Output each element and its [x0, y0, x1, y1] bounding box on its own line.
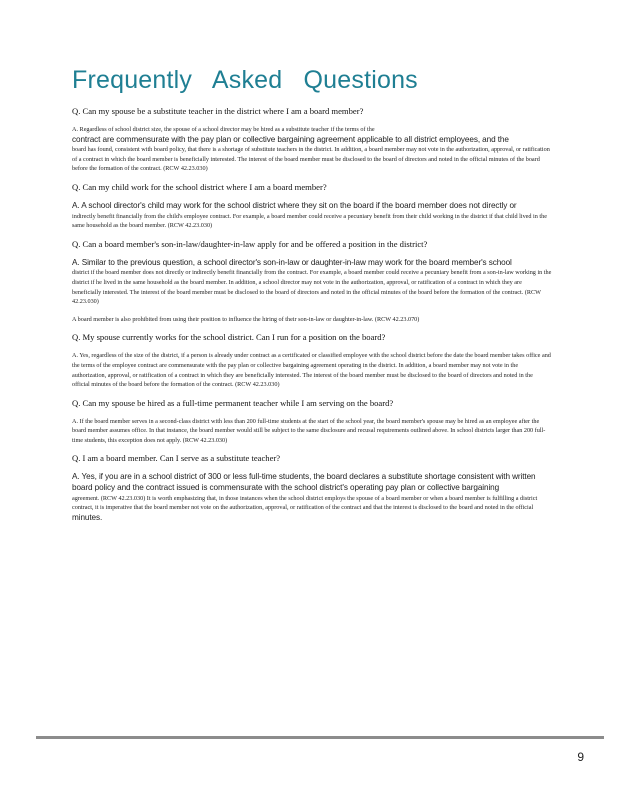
faq-question: Q. I am a board member. Can I serve as a substitute teacher? [72, 453, 281, 464]
faq-note: A board member is also prohibited from using their position to influence the hiring of their son-in-law or daughter-in-law. (RCW 42.23.070) [72, 315, 420, 323]
answer-text: minutes. [72, 512, 103, 522]
faq-question: Q. Can my spouse be a substitute teacher in the district where I am a board member? [72, 106, 364, 116]
footer-divider [36, 736, 604, 739]
answer-text: A. If the board member serves in a second-class district with less than 200 full-time students at the start of the school year, the board member's spouse may be hired as an employee after the board member assumes office. In that instance, the board member would still be subject to the same disclosure and recusal requirements outlined above. In school districts larger than 200 full-time students, this exception does not apply. (RCW 42.23.030) [72, 417, 546, 444]
answer-text: agreement. (RCW 42.23.030) It is worth emphasizing that, in those instances when the school district employs the spouse of a board member or when a board member is fulfilling a district contract, it is imperative that the board member not vote on the authorization, approval, or ratification of the contract and that the interest is disclosed to the board and noted in the official [72, 494, 538, 512]
answer-text: A. A school director's child may work for the school district where they sit on the board if the board member does not directly or [72, 200, 517, 210]
answer-text: contract are commensurate with the pay plan or collective bargaining agreement applicable to all district employees, and the [72, 134, 509, 144]
faq-question: Q. Can a board member's son-in-law/daughter-in-law apply for and be offered a position in the district? [72, 238, 428, 249]
faq-question: Q. Can my child work for the school district where I am a board member? [72, 181, 327, 192]
faq-answer [72, 258, 552, 307]
page-number: 9 [577, 750, 584, 764]
answer-text: A. Yes, if you are in a school district of 300 or less full-time students, the board declares a substitute shortage consistent with written board policy and the contract issued is commensurate with the school district's operating pay plan or collective bargaining [72, 472, 536, 493]
faq-answer [72, 201, 552, 231]
answer-text: A. Similar to the previous question, a school director's son-in-law or daughter-in-law may work for the board member's school [72, 257, 512, 267]
answer-text: board has found, consistent with board policy, that there is a shortage of substitute teachers in the district. In addition, a board member may not vote in the authorization, approval, or ratification of a contract in which the board member is beneficially interested. The interest of the board member must be disclosed to the board of directors and noted in the official minutes of the board before the formation of the contract. (RCW 42.23.030) [72, 146, 550, 173]
faq-list [72, 106, 552, 531]
faq-question: Q. Can my spouse be hired as a full-time permanent teacher while I am serving on the board? [72, 397, 394, 408]
answer-text: indirectly benefit financially from the child's employee contract. For example, a board member could receive a pecuniary benefit from their child working in the district if that child lived in the same household as the board member. (RCW 42.23.030) [72, 212, 547, 230]
faq-answer [72, 472, 552, 523]
faq-question: Q. My spouse currently works for the school district. Can I run for a position on the board? [72, 332, 386, 343]
faq-answer [72, 125, 552, 174]
answer-text: A. Regardless of school district size, the spouse of a school director may be hired as a substitute teacher if the terms of the [72, 126, 375, 133]
answer-text: district if the board member does not directly or indirectly benefit financially from the contract. For example, a board member could receive a pecuniary benefit from a son-in-law working in the district if he lived in the same household as the board member. In addition, a school director may not vote in the authorization, approval, or ratification of a contract in which they are beneficially interested. The interest of the board member must be disclosed to the board of directors and noted in the official minutes of the board before the formation of the contract. (RCW 42.23.030) [72, 269, 552, 306]
page-title: Frequently Asked Questions [72, 66, 418, 94]
answer-text: A. Yes, regardless of the size of the district, if a person is already under contract as a certificated or classified employee with the school district before the date the board member takes office and the terms of the employee contract are commensurate with the pay plan or collective bargaining agreement operating in the district. In addition, a board member may not vote in the authorization, approval, or ratification of a contract in which they are beneficially interested. The interest of the board member must be disclosed to the board of directors and noted in the official minutes of the board before the formation of the contract. (RCW 42.23.030) [72, 352, 551, 389]
faq-answer [72, 417, 552, 446]
faq-answer [72, 351, 552, 389]
